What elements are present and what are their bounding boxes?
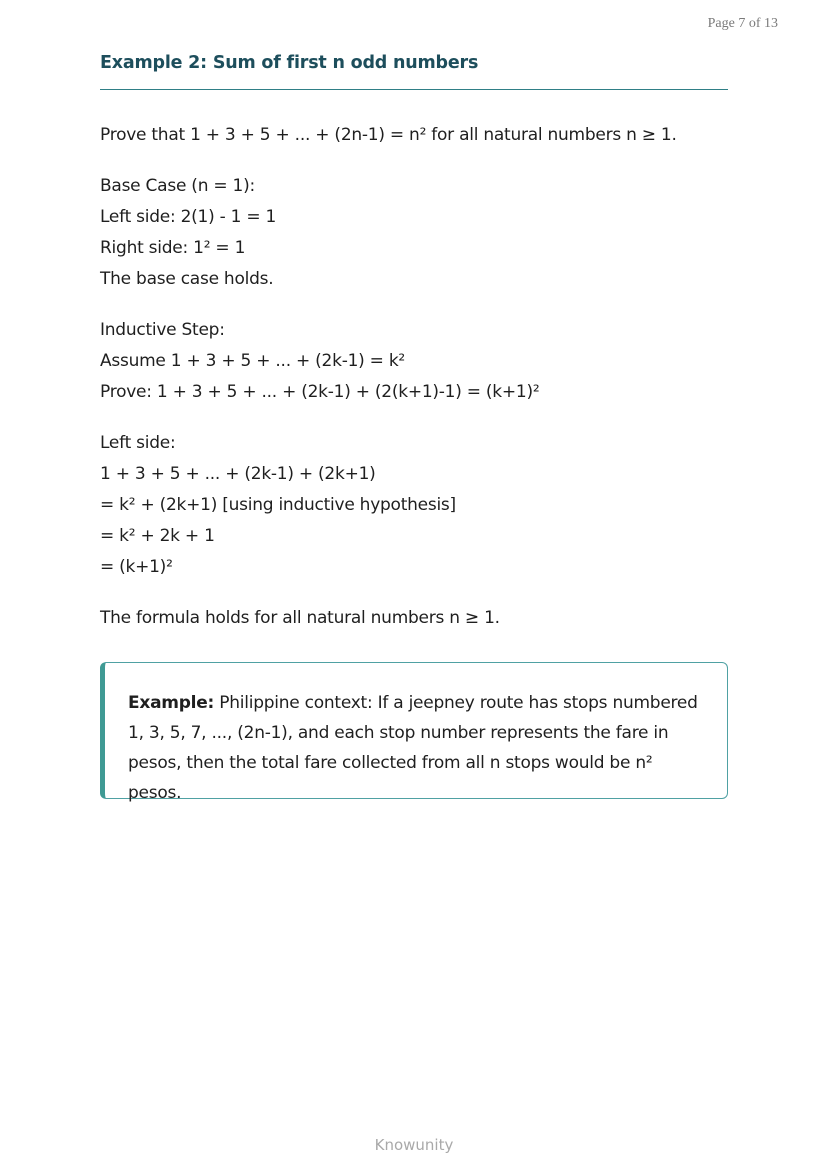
heading-divider	[100, 89, 728, 90]
callout-body: Philippine context: If a jeepney route has stops numbered 1, 3, 5, 7, ..., (2n-1), and each stop number represents the fare in pesos, then the total fare collected from all n stops would be n² pesos.	[128, 693, 698, 803]
derivation-step: = k² + 2k + 1	[100, 526, 215, 546]
base-case-conclusion: The base case holds.	[100, 269, 274, 289]
inductive-goal: Prove: 1 + 3 + 5 + ... + (2k-1) + (2(k+1)-1) = (k+1)²	[100, 382, 540, 402]
base-case-block	[100, 171, 728, 295]
proof-statement	[100, 120, 728, 151]
section-heading: Example 2: Sum of first n odd numbers	[100, 53, 479, 73]
example-callout	[100, 662, 728, 803]
derivation-step: = (k+1)²	[100, 557, 173, 577]
inductive-step-block	[100, 315, 728, 408]
statement-text: Prove that 1 + 3 + 5 + ... + (2n-1) = n² for all natural numbers n ≥ 1.	[100, 125, 677, 145]
proof-content	[100, 120, 728, 654]
base-case-right-side: Right side: 1² = 1	[100, 238, 246, 258]
inductive-assumption: Assume 1 + 3 + 5 + ... + (2k-1) = k²	[100, 351, 405, 371]
derivation-step: 1 + 3 + 5 + ... + (2k-1) + (2k+1)	[100, 464, 376, 484]
base-case-heading: Base Case (n = 1):	[100, 176, 255, 196]
left-side-heading: Left side:	[100, 433, 176, 453]
conclusion-text: The formula holds for all natural numbers n ≥ 1.	[100, 608, 500, 628]
left-side-block	[100, 428, 728, 583]
derivation-step: = k² + (2k+1) [using inductive hypothesis]	[100, 495, 456, 515]
footer-brand: Knowunity	[374, 1136, 454, 1154]
inductive-step-heading: Inductive Step:	[100, 320, 225, 340]
proof-conclusion	[100, 603, 728, 634]
page-number: Page 7 of 13	[707, 16, 778, 31]
base-case-left-side: Left side: 2(1) - 1 = 1	[100, 207, 277, 227]
callout-label: Example:	[128, 693, 215, 713]
callout-text	[128, 688, 707, 808]
